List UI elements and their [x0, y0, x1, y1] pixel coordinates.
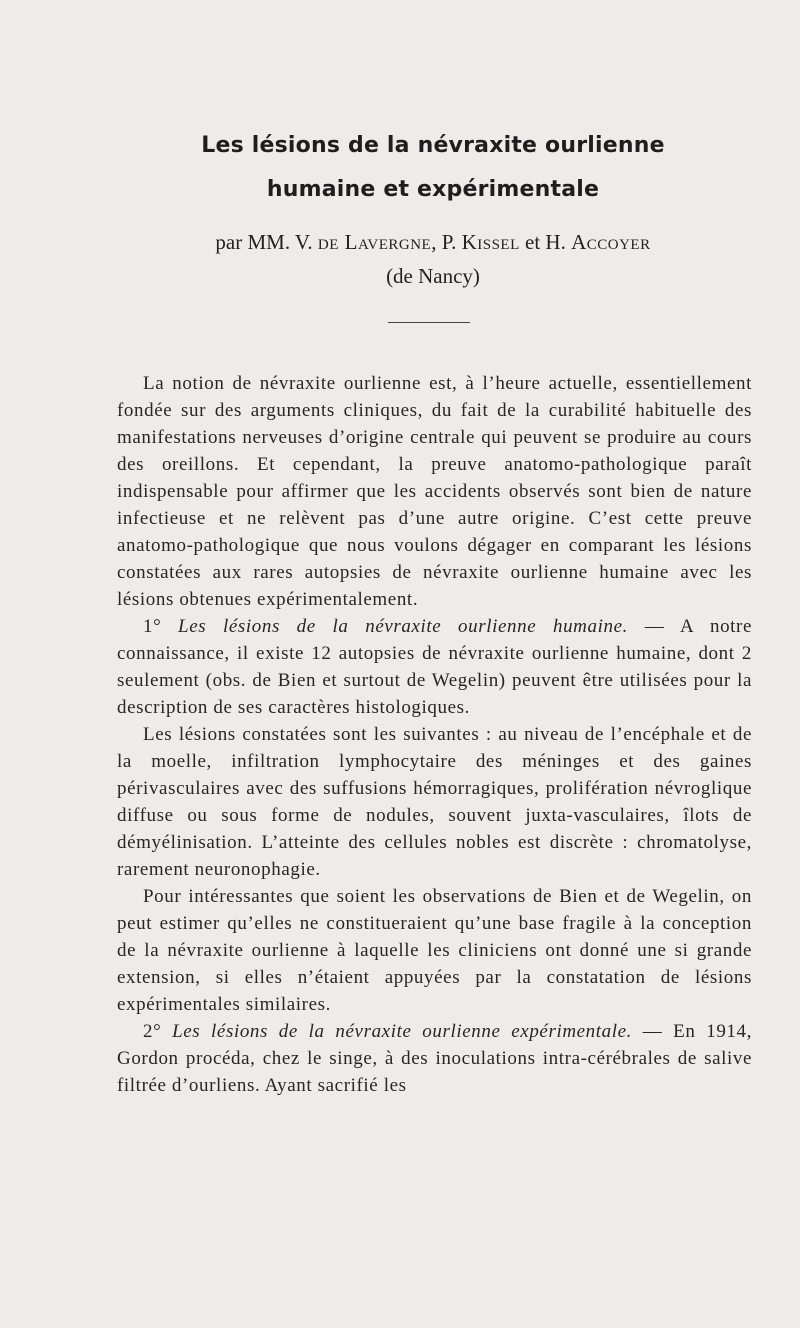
section-2-number: 2° — [143, 1021, 162, 1042]
article-title-line-2: humaine et expérimentale — [266, 177, 600, 202]
section-1-text: — A notre connaissance, il existe 12 autopsies de névraxite ourlienne humaine, dont 2 seulement (obs. de Bien et surtout de Wegelin) peuvent être utilisées pour la description de ses caractères histologiques. — [117, 616, 753, 718]
article-title-line-1: Les lésions de la névraxite ourlienne — [201, 133, 665, 158]
title-divider — [388, 322, 470, 323]
paragraph-lesions: Les lésions constatées sont les suivantes : au niveau de l’encéphale et de la moelle, infiltration lymphocytaire des méninges et des gaines périvasculaires avec des suffusions hémorragiques, prolifération névroglique diffuse ou sous forme de nodules, souvent juxta-vasculaires, îlots de démyélinisation. L’atteinte des cellules nobles est discrète : chromatolyse, rarement neuronophagie. — [117, 724, 752, 880]
author-de-lavergne: de Lavergne — [317, 230, 432, 254]
section-2-text: — En 1914, Gordon procéda, chez le singe, à des inoculations intra-cérébrales de salive filtrée d’ourliens. Ayant sacrifié les — [117, 1021, 752, 1096]
paragraph-intro: La notion de névraxite ourlienne est, à l’heure actuelle, essentiellement fondée sur des arguments cliniques, du fait de la curabilité habituelle des manifestations nerveuses d’origine centrale qui peuvent se produire au cours des oreillons. Et cependant, la preuve anatomo-pathologique paraît indispensable pour affirmer que les accidents observés sont bien de nature infectieuse et ne relèvent pas d’une autre origine. C’est cette preuve anatomo-pathologique que nous voulons dégager en comparant les lésions constatées aux rares autopsies de névraxite ourlienne humaine avec les lésions obtenues expérimentalement. — [117, 373, 752, 610]
affiliation: (de Nancy) — [386, 264, 480, 288]
section-1-number: 1° — [143, 616, 162, 637]
author-accoyer: Accoyer — [571, 230, 651, 254]
authors-prefix: par MM. V. — [215, 230, 313, 254]
paragraph-section-2 — [117, 1018, 752, 1099]
section-1-heading: Les lésions de la névraxite ourlienne humaine. — [178, 616, 628, 637]
paragraph-observations: Pour intéressantes que soient les observations de Bien et de Wegelin, on peut estimer qu’elles ne constitueraient qu’une base fragile à la conception de la névraxite ourlienne à laquelle les cliniciens ont donné une si grande extension, si elles n’étaient appuyées par la constatation de lésions expérimentales similaires. — [117, 886, 752, 1015]
authors-separator-2: et H. — [519, 230, 566, 254]
section-2-heading: Les lésions de la névraxite ourlienne expérimentale. — [172, 1021, 633, 1042]
authors-separator-1: , P. — [431, 230, 457, 254]
author-kissel: Kissel — [461, 230, 520, 254]
paragraph-section-1 — [117, 613, 752, 721]
authors-line — [0, 230, 800, 255]
article-body — [117, 370, 752, 1099]
